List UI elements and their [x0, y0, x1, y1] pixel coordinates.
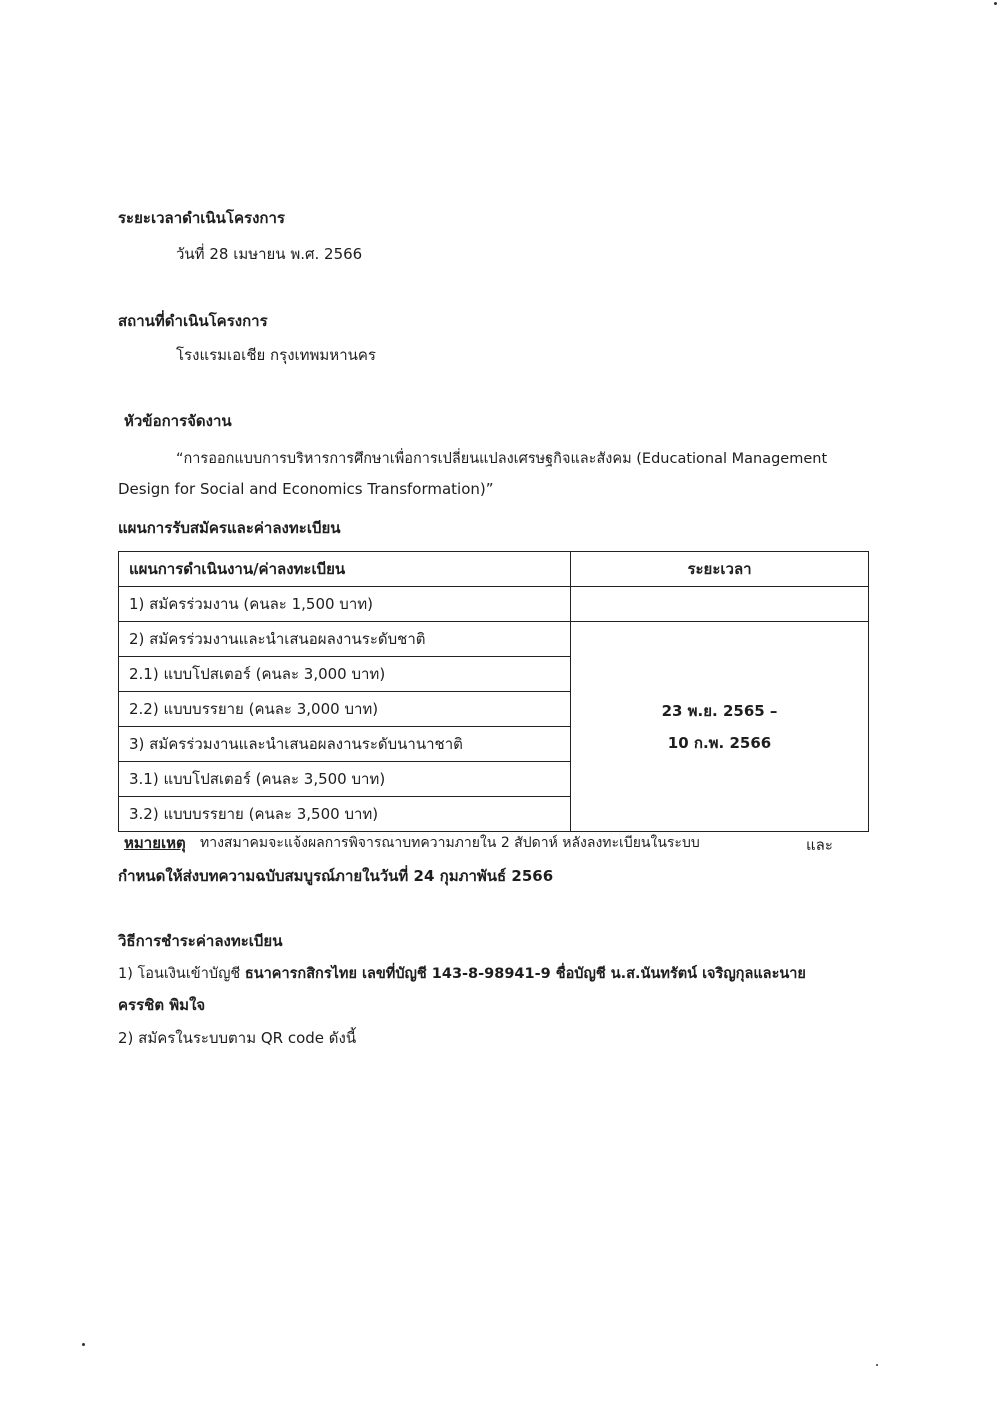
venue-value: โรงแรมเอเชีย กรุงเทพมหานคร	[176, 346, 376, 364]
header-period: ระยะเวลา	[571, 552, 869, 587]
table-cell-plan: 2) สมัครร่วมงานและนำเสนอผลงานระดับชาติ	[119, 622, 571, 657]
scan-speck	[82, 1343, 85, 1346]
table-cell-period-empty	[571, 587, 869, 622]
table-cell-plan: 3.1) แบบโปสเตอร์ (คนละ 3,500 บาท)	[119, 762, 571, 797]
scan-speck	[994, 2, 997, 5]
period-line-1: 23 พ.ย. 2565 –	[661, 701, 778, 720]
payment-item-1	[118, 964, 806, 984]
table-cell-period	[571, 622, 869, 832]
payment-item-1-bank: ธนาคารกสิกรไทย เลขที่บัญชี 143-8-98941-9 ชื่อบัญชี น.ส.นันทรัตน์ เจริญกุลและนาย	[244, 966, 806, 982]
table-cell-plan: 2.2) แบบบรรยาย (คนละ 3,000 บาท)	[119, 692, 571, 727]
note-text: ทางสมาคมจะแจ้งผลการพิจารณาบทความภายใน 2 สัปดาห์ หลังลงทะเบียนในระบบ	[200, 835, 700, 851]
table-cell-plan: 3.2) แบบบรรยาย (คนละ 3,500 บาท)	[119, 797, 571, 832]
table-header-row	[119, 552, 869, 587]
topic-line-1: “การออกแบบการบริหารการศึกษาเพื่อการเปลี่ยนแปลงเศรษฐกิจและสังคม (Educational Management	[176, 451, 828, 467]
table-row	[119, 622, 869, 657]
note-text-end: และ	[806, 836, 833, 854]
payment-item-1-line-2: ครรชิต พิมใจ	[118, 996, 206, 1014]
duration-heading: ระยะเวลาดำเนินโครงการ	[118, 209, 285, 227]
scan-speck	[876, 1364, 878, 1366]
table-cell-plan: 1) สมัครร่วมงาน (คนละ 1,500 บาท)	[119, 587, 571, 622]
payment-heading: วิธีการชำระค่าลงทะเบียน	[118, 932, 283, 950]
period-line-2: 10 ก.พ. 2566	[667, 733, 772, 752]
duration-value: วันที่ 28 เมษายน พ.ศ. 2566	[176, 245, 363, 263]
note-label: หมายเหตุ	[124, 834, 186, 852]
registration-heading: แผนการรับสมัครและค่าลงทะเบียน	[118, 519, 341, 537]
table-cell-plan: 2.1) แบบโปสเตอร์ (คนละ 3,000 บาท)	[119, 657, 571, 692]
topic-heading: หัวข้อการจัดงาน	[124, 412, 232, 430]
payment-item-2: 2) สมัครในระบบตาม QR code ดังนี้	[118, 1029, 357, 1047]
payment-item-1-prefix: 1) โอนเงินเข้าบัญชี	[118, 966, 245, 982]
registration-table	[118, 551, 869, 832]
venue-heading: สถานที่ดำเนินโครงการ	[118, 312, 268, 330]
header-plan: แผนการดำเนินงาน/ค่าลงทะเบียน	[119, 552, 571, 587]
table-row	[119, 587, 869, 622]
topic-line-2: Design for Social and Economics Transformation)”	[118, 480, 494, 498]
note-line-2: กำหนดให้ส่งบทความฉบับสมบูรณ์ภายในวันที่ 24 กุมภาพันธ์ 2566	[118, 867, 554, 885]
table-cell-plan: 3) สมัครร่วมงานและนำเสนอผลงานระดับนานาชาติ	[119, 727, 571, 762]
